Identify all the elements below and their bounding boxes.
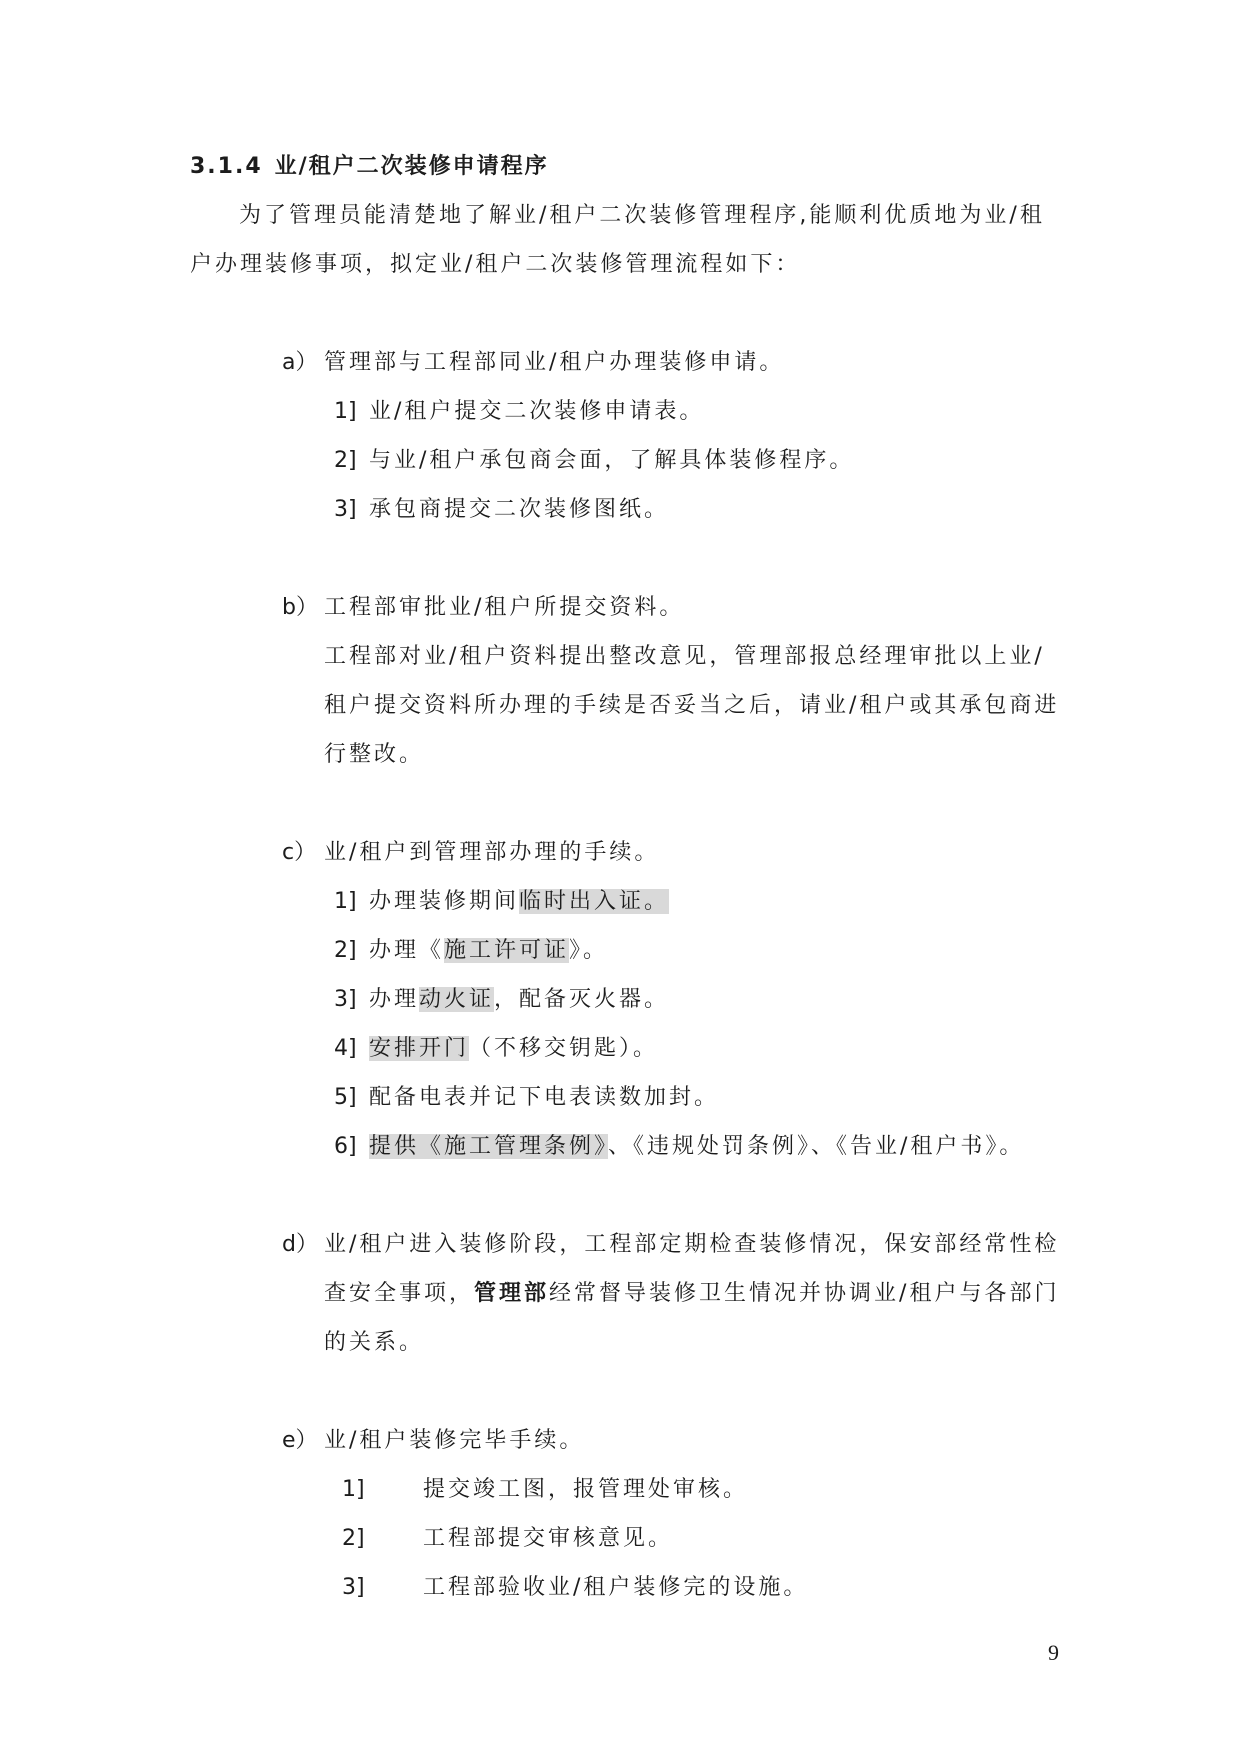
item-marker: 5]	[334, 1085, 357, 1110]
item-marker: 2]	[334, 448, 357, 473]
item-text: 工程部验收业/租户装修完的设施。	[423, 1575, 809, 1600]
intro-paragraph	[190, 191, 1090, 289]
item-marker: 3]	[334, 497, 357, 522]
item-text-after: ，配备灭火器。	[494, 987, 670, 1012]
step-title-line	[190, 828, 1090, 877]
list-item	[190, 926, 1090, 975]
step-marker: c）	[282, 840, 317, 865]
step-body-line	[190, 1269, 1090, 1318]
section-heading	[190, 142, 1090, 191]
item-marker: 6]	[334, 1134, 357, 1159]
list-item	[190, 877, 1090, 926]
list-item	[190, 1465, 1090, 1514]
section-title: 业/租户二次装修申请程序	[274, 154, 549, 179]
item-text: 工程部提交审核意见。	[423, 1526, 674, 1551]
step-marker: e）	[282, 1428, 318, 1453]
step-title-line	[190, 1416, 1090, 1465]
item-text-after: 、《违规处罚条例》、《告业/租户书》。	[608, 1134, 1025, 1159]
item-marker: 1]	[334, 399, 357, 424]
list-item	[190, 1024, 1090, 1073]
item-highlighted-text: 临时出入证。	[519, 889, 670, 914]
item-text-after: 》。	[569, 938, 609, 963]
step-marker: b）	[282, 595, 318, 620]
step-title: 业/租户进入装修阶段，工程部定期检查装修情况，保安部经常性检	[324, 1232, 1060, 1257]
list-item	[190, 1122, 1090, 1171]
item-highlighted-text: 提供《施工管理条例》	[369, 1134, 609, 1159]
item-text: 与业/租户承包商会面，了解具体装修程序。	[369, 448, 855, 473]
item-marker: 2]	[334, 938, 357, 963]
item-text: 提交竣工图，报管理处审核。	[423, 1477, 749, 1502]
item-highlighted-text: 施工许可证	[444, 938, 570, 963]
item-marker: 3]	[334, 987, 357, 1012]
step-d	[190, 1220, 1090, 1367]
step-title-line	[190, 338, 1090, 387]
step-e	[190, 1416, 1090, 1612]
item-highlighted-text: 安排开门	[369, 1036, 470, 1061]
step-b	[190, 583, 1090, 779]
list-item	[190, 387, 1090, 436]
list-item	[190, 1563, 1090, 1612]
item-marker: 1]	[334, 889, 357, 914]
step-c	[190, 828, 1090, 1171]
item-marker: 2]	[342, 1526, 365, 1551]
page-number: 9	[1048, 1640, 1059, 1665]
step-title: 业/租户装修完毕手续。	[324, 1428, 585, 1453]
body-text: 查安全事项，	[324, 1281, 475, 1306]
step-body-line: 行整改。	[324, 742, 425, 767]
intro-line: 为了管理员能清楚地了解业/租户二次装修管理程序,能顺利优质地为业/租	[239, 203, 1045, 228]
step-title: 管理部与工程部同业/租户办理装修申请。	[324, 350, 785, 375]
step-title-line	[190, 583, 1090, 632]
item-text: 办理装修期间	[369, 889, 520, 914]
list-item	[190, 975, 1090, 1024]
intro-line: 户办理装修事项，拟定业/租户二次装修管理流程如下：	[190, 252, 801, 277]
item-text: 办理	[369, 987, 420, 1012]
item-highlighted-text: 动火证	[419, 987, 495, 1012]
step-body-line: 的关系。	[324, 1330, 425, 1355]
section-number: 3.1.4	[190, 154, 263, 179]
list-item	[190, 485, 1090, 534]
body-bold-text: 管理部	[474, 1281, 550, 1306]
step-marker: d）	[282, 1232, 318, 1257]
step-title: 工程部审批业/租户所提交资料。	[324, 595, 685, 620]
item-text: 配备电表并记下电表读数加封。	[369, 1085, 720, 1110]
list-item	[190, 1514, 1090, 1563]
list-item	[190, 436, 1090, 485]
item-text: 办理《	[369, 938, 445, 963]
item-text: 承包商提交二次装修图纸。	[369, 497, 670, 522]
body-text-after: 经常督导装修卫生情况并协调业/租户与各部门	[549, 1281, 1060, 1306]
step-title-line	[190, 1220, 1090, 1269]
step-a	[190, 338, 1090, 534]
item-marker: 4]	[334, 1036, 357, 1061]
page-content	[190, 142, 1090, 1612]
item-marker: 3]	[342, 1575, 365, 1600]
step-marker: a）	[282, 350, 318, 375]
item-marker: 1]	[342, 1477, 365, 1502]
list-item	[190, 1073, 1090, 1122]
step-body-line: 租户提交资料所办理的手续是否妥当之后，请业/租户或其承包商进	[324, 693, 1060, 718]
item-text: 业/租户提交二次装修申请表。	[369, 399, 705, 424]
step-body-line: 工程部对业/租户资料提出整改意见，管理部报总经理审批以上业/	[324, 644, 1045, 669]
step-title: 业/租户到管理部办理的手续。	[324, 840, 660, 865]
item-text-after: （不移交钥匙）。	[469, 1036, 659, 1061]
